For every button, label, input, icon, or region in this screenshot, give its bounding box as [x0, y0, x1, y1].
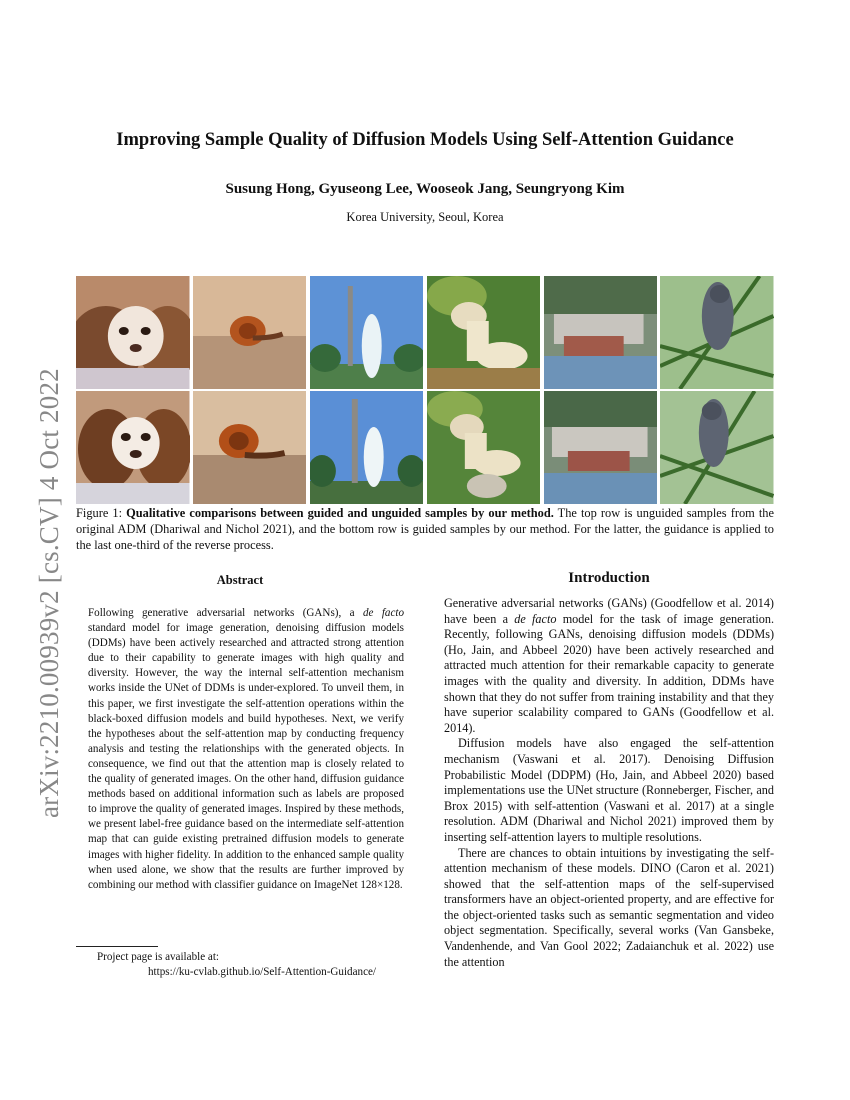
paper-affiliation: Korea University, Seoul, Korea — [346, 210, 504, 224]
figure-sample-weasel-unguided — [427, 276, 541, 389]
paper-title: Improving Sample Quality of Diffusion Models Using Self-Attention Guidance — [116, 130, 734, 150]
arxiv-identifier-stamp: arXiv:2210.00939v2 [cs.CV] 4 Oct 2022 — [34, 368, 64, 818]
figure-sample-dog-unguided — [76, 276, 190, 389]
abstract-body — [88, 606, 404, 893]
figure-sample-dog-guided — [76, 391, 190, 504]
figure-sample-weasel-guided — [427, 391, 541, 504]
intro-p1-em: de facto — [514, 611, 557, 626]
figure-1-image-grid — [76, 276, 774, 504]
project-page-url[interactable]: https://ku-cvlab.github.io/Self-Attention-Guidance/ — [148, 966, 376, 978]
figure-sample-fountain-guided — [310, 391, 424, 504]
figure-sample-harbor-unguided — [544, 276, 658, 389]
figure-sample-snail-guided — [193, 391, 307, 504]
figure-sample-bird-guided — [660, 391, 774, 504]
abstract-text-b: standard model for image generation, denoising diffusion models (DDMs) have been actively researched and attracted strong attention due to their capability to generate images with high quality and diversity. However, the way the internal self-attention mechanism works inside the UNet of DDMs is under-explored. To unveil them, in this paper, we first investigate the self-attention operations within the black-boxed diffusion models and build hypotheses. Next, we verify the hypotheses about the self-attention map by conducting frequency analysis and testing the relationships with the generated objects. In consequence, we find out that the attention map is closely related to the quality of generated images. On the other hand, diffusion guidance methods based on additional information such as labels are proposed to improve the quality of generated images. Inspired by these methods, we present label-free guidance based on the intermediate self-attention map that can guide existing pretrained diffusion models to generate images with higher fidelity. In addition to the enhanced sample quality when used alone, we show that the results are further improved by combining our method with classifier guidance on ImageNet 128×128. — [88, 622, 404, 891]
intro-paragraph-2: Diffusion models have also engaged the self-attention mechanism (Vaswani et al. 2017). Denoising Diffusion Probabilistic Model (DDPM) (Ho, Jain, and Abbeel 2020) based implementations use the UNet structure (Ronneberger, Fischer, and Brox 2015) with self-attention (Vaswani et al. 2017) at a single resolution. ADM (Dhariwal and Nichol 2021) improved them by inserting self-attention layers to multiple resolutions. — [444, 736, 774, 844]
abstract-heading: Abstract — [216, 573, 264, 587]
intro-paragraph-1 — [444, 596, 774, 736]
introduction-heading: Introduction — [568, 570, 650, 586]
abstract-text-a: Following generative adversarial networks (GANs), a — [88, 607, 363, 619]
figure-sample-snail-unguided — [193, 276, 307, 389]
figure-caption-label: Figure 1: — [76, 506, 127, 520]
figure-sample-harbor-guided — [544, 391, 658, 504]
paper-authors: Susung Hong, Gyuseong Lee, Wooseok Jang, Seungryong Kim — [225, 181, 625, 197]
footnote-text: Project page is available at: — [97, 951, 219, 963]
introduction-body — [444, 596, 774, 970]
figure-1-caption — [76, 505, 774, 553]
abstract-text-em: de facto — [362, 607, 405, 619]
figure-sample-bird-unguided — [660, 276, 774, 389]
footnote-divider — [76, 946, 158, 947]
figure-sample-fountain-unguided — [310, 276, 424, 389]
intro-p1-a: Generative adversarial networks (GANs) (Goodfellow et al. 2014) have been a — [444, 596, 774, 626]
figure-caption-bold: Qualitative comparisons between guided and unguided samples by our method. — [126, 506, 554, 520]
intro-p1-b: model for the task of image generation. Recently, following GANs, denoising diffusion models (DDMs) (Ho, Jain, and Abbeel 2020) have been actively researched and attracted much attention for their remarkable capacity to generate images with the quality and diversity. In addition, DDMs have shown that they do not suffer from training instability and that they have superior scalability compared to GANs (Goodfellow et al. 2014). — [444, 611, 774, 735]
figure-caption-rest: The top row is unguided samples from the original ADM (Dhariwal and Nichol 2021), and the bottom row is guided samples by our method. For the latter, the guidance is applied to the last one-third of the reverse process. — [76, 506, 774, 552]
intro-paragraph-3: There are chances to obtain intuitions by investigating the self-attention mechanism of these models. DINO (Caron et al. 2021) showed that the self-attention maps of the self-supervised transformers have an object-oriented property, and are effective for the object-oriented tasks such as semantic segmentation and video object segmentation. Specifically, several works (Van Gansbeke, Vandenhende, and Van Gool 2022; Zadaianchuk et al. 2022) use the attention — [444, 845, 774, 969]
